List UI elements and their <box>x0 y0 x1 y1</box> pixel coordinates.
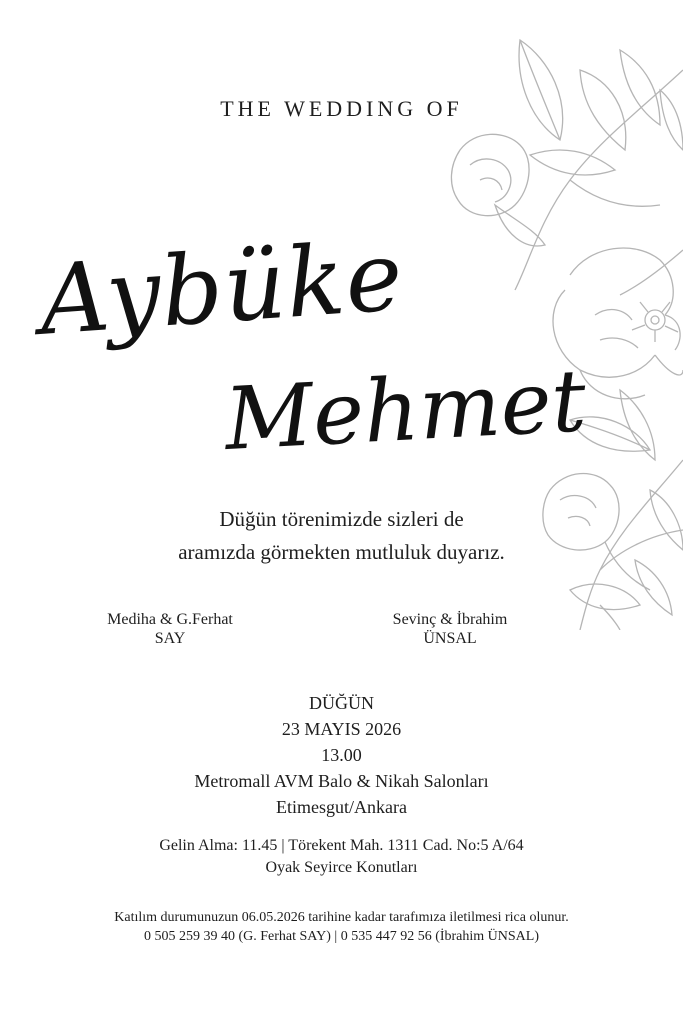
rsvp-line-1: Katılım durumunuzun 06.05.2026 tarihine kadar tarafımıza iletilmesi rica olunur. <box>114 910 569 925</box>
event-details <box>60 690 623 820</box>
bride-parents <box>80 610 260 648</box>
invitation-text <box>60 503 623 569</box>
groom-parents-surname: ÜNSAL <box>423 630 477 647</box>
groom-parents-names: Sevinç & İbrahim <box>392 611 508 628</box>
bride-pickup-details <box>40 835 643 879</box>
invitation-line-1: Düğün törenimizde sizleri de <box>219 507 464 531</box>
event-date: 23 MAYIS 2026 <box>281 719 402 739</box>
bride-parents-names: Mediha & G.Ferhat <box>107 611 233 628</box>
event-city: Etimesgut/Ankara <box>276 797 407 817</box>
event-time: 13.00 <box>321 745 362 765</box>
header-title: THE WEDDING OF <box>220 96 463 121</box>
event-venue: Metromall AVM Balo & Nikah Salonları <box>194 771 489 791</box>
bride-name: Aybüke <box>36 219 407 357</box>
groom-parents <box>360 610 540 648</box>
invitation-line-2: aramızda görmekten mutluluk duyarız. <box>178 540 505 564</box>
event-title: DÜĞÜN <box>309 693 374 713</box>
bride-parents-surname: SAY <box>154 630 186 647</box>
rsvp-note <box>20 908 663 946</box>
groom-name: Mehmet <box>222 351 589 470</box>
bride-pickup-line-2: Oyak Seyirce Konutları <box>265 859 418 876</box>
rsvp-contacts: 0 505 259 39 40 (G. Ferhat SAY) | 0 535 447 92 56 (İbrahim ÜNSAL) <box>143 929 540 944</box>
bride-pickup-line-1: Gelin Alma: 11.45 | Törekent Mah. 1311 Cad. No:5 A/64 <box>159 837 524 854</box>
